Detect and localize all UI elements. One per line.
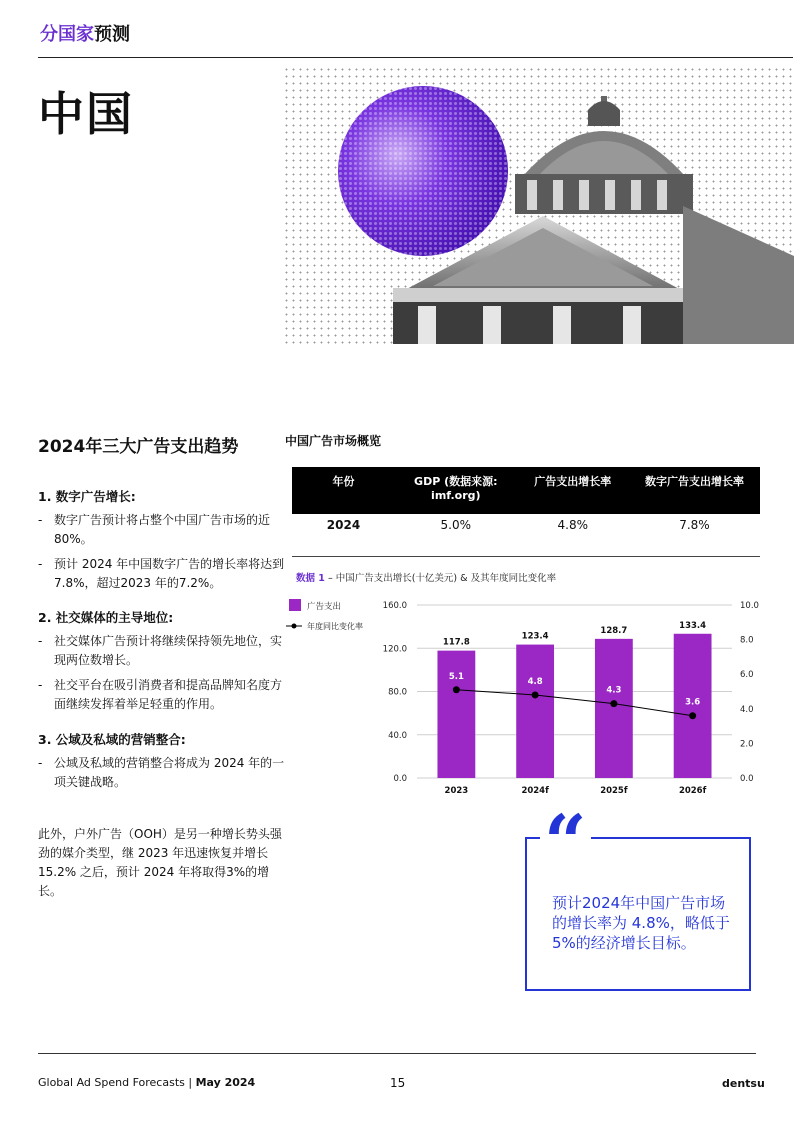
section-title-rest: 预测 xyxy=(94,24,130,45)
bar-value-label: 128.7 xyxy=(600,625,628,636)
legend-bar-swatch xyxy=(289,599,301,611)
y-left-tick-label: 120.0 xyxy=(382,644,407,655)
trends-heading: 2024年三大广告支出趋势 xyxy=(38,437,239,457)
overview-divider xyxy=(292,556,760,557)
trend-3-title: 3. 公域及私域的营销整合: xyxy=(38,732,186,747)
bar xyxy=(437,651,475,778)
bullet-text: 公域及私域的营销整合将成为 2024 年的一项关键战略。 xyxy=(54,756,285,789)
y-left-tick-label: 80.0 xyxy=(388,687,407,698)
country-title: 中国 xyxy=(38,87,134,141)
footer-date: May 2024 xyxy=(195,1076,256,1089)
y-right-tick-label: 10.0 xyxy=(740,601,759,611)
top-divider xyxy=(38,57,793,58)
growth-value-label: 4.3 xyxy=(606,685,622,696)
quote-text: 预计2024年中国广告市场的增长率为 4.8%，略低于5%的经济增长目标。 xyxy=(552,894,730,952)
growth-point xyxy=(610,700,617,707)
x-tick-label: 2023 xyxy=(444,786,469,796)
bullet-text: 社交平台在吸引消费者和提高品牌知名度方面继续发挥着举足轻重的作用。 xyxy=(54,678,283,711)
legend-line-label: 年度同比变化率 xyxy=(307,622,363,631)
overview-title: 中国广告市场概览 xyxy=(285,434,382,448)
cell-ad-growth: 4.8% xyxy=(557,518,589,532)
bar-value-label: 133.4 xyxy=(679,620,707,631)
cell-year: 2024 xyxy=(326,518,361,532)
chart-caption-label: 数据 1 xyxy=(296,573,325,584)
growth-line xyxy=(456,690,692,716)
ad-spend-chart xyxy=(282,590,782,805)
chart-legend xyxy=(286,599,363,631)
y-left-tick-label: 40.0 xyxy=(388,730,407,741)
cell-gdp: 5.0% xyxy=(440,518,472,532)
growth-point xyxy=(689,712,696,719)
bullet-text: 数字广告预计将占整个中国广告市场的近80%。 xyxy=(54,513,271,546)
cell-digital-growth: 7.8% xyxy=(679,518,710,532)
trend-2-bullet-2: - 社交平台在吸引消费者和提高品牌知名度方面继续发挥着举足轻重的作用。 xyxy=(38,678,283,711)
bar-value-label: 117.8 xyxy=(442,637,470,648)
legend-line-marker xyxy=(292,624,297,629)
x-tick-label: 2025f xyxy=(600,786,628,796)
y-right-tick-label: 8.0 xyxy=(740,635,754,646)
trend-1-title: 1. 数字广告增长: xyxy=(38,489,136,504)
growth-point xyxy=(532,691,539,698)
x-tick-label: 2024f xyxy=(521,786,549,796)
footer-divider xyxy=(38,1053,756,1054)
y-right-tick-label: 4.0 xyxy=(740,704,754,715)
section-title xyxy=(40,20,130,46)
bullet-text: 预计 2024 年中国数字广告的增长率将达到7.8%，超过2023 年的7.2%。 xyxy=(54,557,285,590)
trend-1-bullet-2: - 预计 2024 年中国数字广告的增长率将达到7.8%，超过2023 年的7.2%。 xyxy=(38,557,285,590)
bar xyxy=(595,639,633,778)
growth-point xyxy=(453,686,460,693)
trend-2-bullet-1: - 社交媒体广告预计将继续保持领先地位，实现两位数增长。 xyxy=(38,634,283,667)
legend-bar-label: 广告支出 xyxy=(307,602,342,612)
chart-caption-text: – 中国广告支出增长(十亿美元) & 及其年度同比变化率 xyxy=(324,573,557,584)
overview-row xyxy=(292,514,760,540)
trend-3-bullet-1: - 公域及私域的营销整合将成为 2024 年的一项关键战略。 xyxy=(38,756,285,789)
y-right-tick-label: 2.0 xyxy=(740,739,754,750)
section-title-accent: 分国家 xyxy=(40,24,94,45)
col-digital-growth: 数字广告支出增长率 xyxy=(629,467,760,514)
trend-1-bullet-1: - 数字广告预计将占整个中国广告市场的近80%。 xyxy=(38,513,271,546)
quote-mark-icon: “ xyxy=(540,806,591,880)
x-tick-label: 2026f xyxy=(678,786,707,796)
y-left-tick-label: 160.0 xyxy=(382,601,407,611)
col-year: 年份 xyxy=(292,467,395,514)
bullet-text: 社交媒体广告预计将继续保持领先地位，实现两位数增长。 xyxy=(54,634,283,667)
bar xyxy=(516,645,554,778)
y-right-tick-label: 0.0 xyxy=(740,774,754,784)
page-number: 15 xyxy=(390,1076,406,1090)
y-left-tick-label: 0.0 xyxy=(393,774,407,784)
building-illustration xyxy=(283,66,794,344)
hero-image xyxy=(283,66,794,344)
growth-value-label: 3.6 xyxy=(685,697,701,708)
col-gdp: GDP (数据来源: imf.org) xyxy=(395,467,517,514)
trend-2-title: 2. 社交媒体的主导地位: xyxy=(38,610,174,625)
footer-separator: | xyxy=(184,1076,196,1089)
bar-value-label: 123.4 xyxy=(521,631,549,642)
chart-caption xyxy=(296,570,556,584)
overview-header-row xyxy=(292,467,760,514)
y-right-tick-label: 6.0 xyxy=(740,670,754,681)
brand-logo: dentsu xyxy=(722,1077,765,1090)
overview-table xyxy=(292,467,760,540)
footer-report-name: Global Ad Spend Forecasts xyxy=(38,1076,185,1089)
footer-title xyxy=(38,1076,255,1089)
ooh-paragraph: 此外，户外广告（OOH）是另一种增长势头强劲的媒介类型，继 2023 年迅速恢复并增长 15.2% 之后，预计 2024 年将取得3%的增长。 xyxy=(38,827,282,898)
col-ad-growth: 广告支出增长率 xyxy=(517,467,629,514)
growth-value-label: 4.8 xyxy=(527,676,543,687)
growth-value-label: 5.1 xyxy=(448,671,464,682)
